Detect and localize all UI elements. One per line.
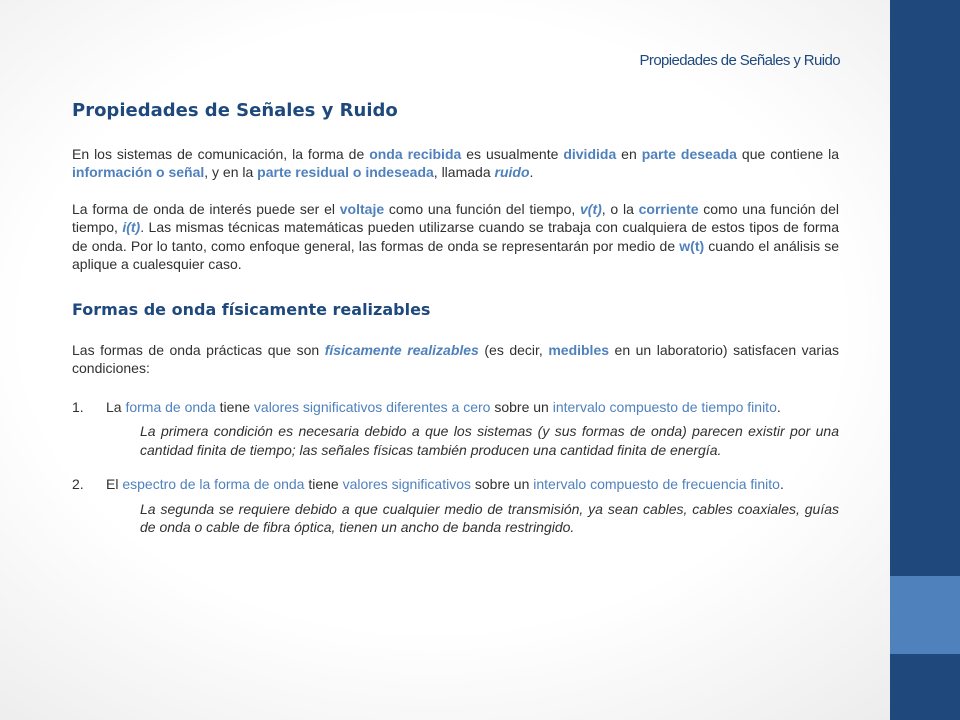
text-run: , y en la [204,164,258,181]
text-run: . [779,476,784,493]
paragraph-conditions [72,341,839,378]
list-item-note: La segunda se requiere debido a que cualquier medio de transmisión, ya sean cables, cables coaxiales, guías de onda o cable de fibra óptica, tienen un ancho de banda restringido. [140,500,839,536]
highlight-term: información o señal [72,164,205,181]
text-run: es usualmente [461,146,564,162]
paragraph-intro [72,145,839,182]
text-run: tiene [215,398,254,415]
conditions-list [72,398,839,537]
list-item [72,475,839,536]
text-run: que contiene la [736,146,839,162]
text-run: sobre un [471,476,534,493]
text-run: como una función del tiempo, [384,200,580,217]
text-run: . [529,164,534,181]
highlight-term: valores significativos [342,476,471,493]
text-run: como una función del tiempo, [72,200,839,236]
highlight-term: físicamente realizables [324,341,479,358]
text-run: cuando el análisis se aplique a cualesquier caso. [72,237,839,273]
highlight-term: intervalo compuesto de tiempo finito [552,398,777,415]
text-run: sobre un [490,398,553,415]
list-item-note: La primera condición es necesaria debido a que los sistemas (y sus formas de onda) parecen existir por una cantidad finita de tiempo; las señales físicas también producen una cantidad finita de energía. [140,423,839,458]
slide-header-title: Propiedades de Señales y Ruido [639,52,840,69]
highlight-term: v(t) [580,200,602,217]
paragraph-waveform [72,200,839,274]
list-item-text [106,475,839,493]
highlight-term: i(t) [122,219,141,236]
section-heading-realizable: Formas de onda físicamente realizables [72,299,431,319]
highlight-term: voltaje [339,200,385,217]
highlight-term: forma de onda [125,398,216,415]
text-run: tiene [304,476,343,493]
highlight-term: onda recibida [369,146,462,162]
highlight-term: parte residual o indeseada [257,164,434,181]
text-run: En los sistemas de comunicación, la forma de [72,146,370,162]
text-run: en un laboratorio) satisfacen varias condiciones: [72,341,839,377]
highlight-term: espectro de la forma de onda [122,476,305,493]
highlight-term: intervalo compuesto de frecuencia finito [533,476,780,493]
text-run: . Las mismas técnicas matemáticas pueden utilizarse cuando se trabaja con cualquiera de estos tipos de forma de onda. Por lo tanto, como enfoque general, las formas de onda se representarán por medio de [72,219,839,254]
sidebar-accent-block [890,576,960,654]
text-run: La forma de onda de interés puede ser el [72,200,340,217]
highlight-term: valores significativos diferentes a cero [253,398,491,415]
highlight-term: parte deseada [641,146,737,162]
text-run: Las formas de onda prácticas que son [72,341,325,358]
highlight-term: medibles [548,341,610,358]
text-run: , llamada [433,164,495,181]
list-item [72,398,839,459]
list-item-text [106,398,839,416]
text-run: en [616,146,642,162]
text-run: , o la [601,200,639,217]
list-number: 2. [72,476,84,493]
highlight-term: dividida [563,146,617,162]
highlight-term: ruido [494,164,530,181]
section-heading-properties: Propiedades de Señales y Ruido [72,100,398,121]
slide-content [72,100,839,537]
text-run: La [106,398,126,415]
list-number: 1. [72,398,84,415]
highlight-term: corriente [638,200,699,217]
highlight-term: w(t) [679,237,705,254]
text-run: El [106,476,123,493]
text-run: (es decir, [478,341,549,358]
text-run: . [776,398,781,415]
